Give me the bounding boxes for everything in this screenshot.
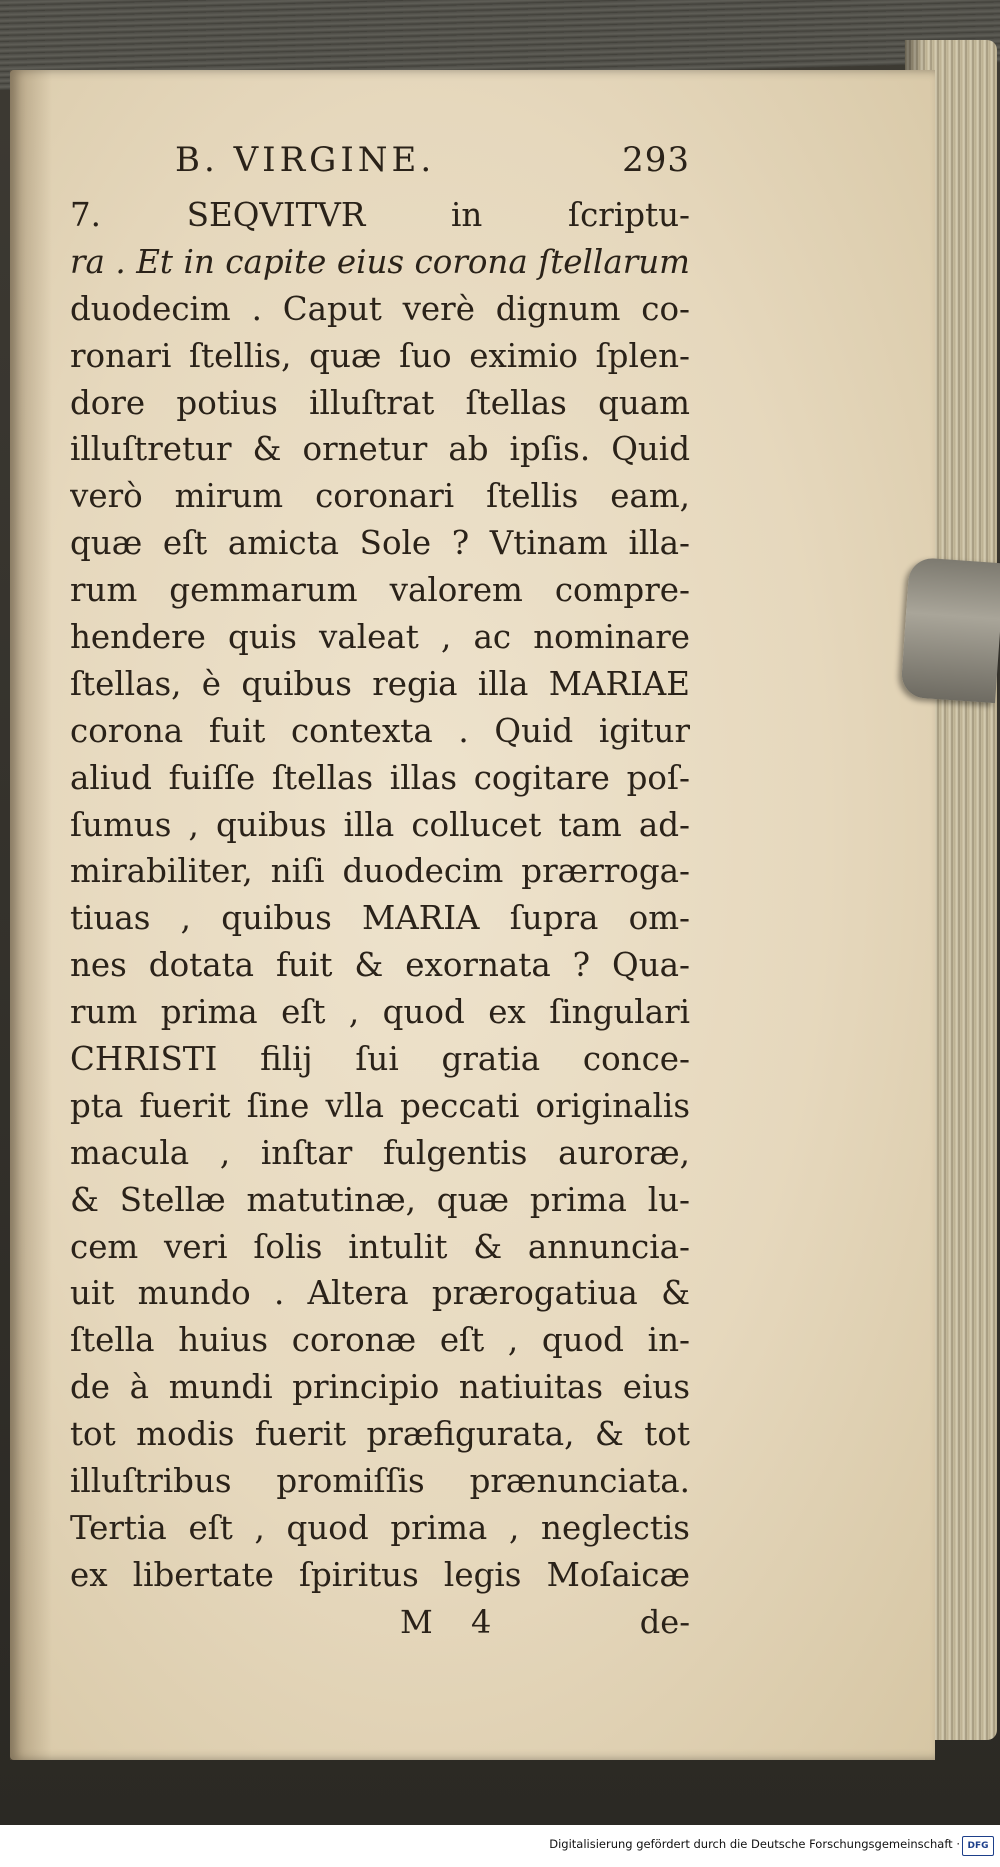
text-line: illuſtretur & ornetur ab ipſis. Quid bbox=[70, 430, 690, 469]
signature-row bbox=[70, 1599, 690, 1645]
page-number: 293 bbox=[622, 140, 690, 180]
text-line: macula , inſtar fulgentis auroræ, bbox=[70, 1133, 690, 1172]
signature-mark: M 4 bbox=[400, 1602, 506, 1641]
text-line: corona fuit contexta . Quid igitur bbox=[70, 711, 690, 750]
text-line: ſtellas, è quibus regia illa MARIAE bbox=[70, 664, 690, 703]
text-line: verò mirum coronari ſtellis eam, bbox=[70, 477, 690, 516]
text-line: illuſtribus promiſſis prænunciata. bbox=[70, 1462, 690, 1501]
footer-bar bbox=[0, 1825, 1000, 1867]
text-line: aliud fuiſſe ſtellas illas cogitare poſ- bbox=[70, 758, 690, 797]
text-line: ra . Et in capite eius corona ſtellarum bbox=[70, 242, 690, 281]
dfg-logo: DFG bbox=[962, 1836, 994, 1856]
page-text-block bbox=[70, 140, 690, 1645]
text-line: duodecim . Caput verè dignum co- bbox=[70, 289, 690, 328]
text-line: & Stellæ matutinæ, quæ prima lu- bbox=[70, 1180, 690, 1219]
text-line: ſumus , quibus illa collucet tam ad- bbox=[70, 805, 690, 844]
text-line: CHRISTI filij ſui gratia conce- bbox=[70, 1040, 690, 1079]
text-line: de à mundi principio natiuitas eius bbox=[70, 1368, 690, 1407]
page-gutter bbox=[10, 70, 52, 1760]
text-line: nes dotata fuit & exornata ? Qua- bbox=[70, 946, 690, 985]
text-line: tot modis fuerit præfigurata, & tot bbox=[70, 1415, 690, 1454]
text-line: quæ eſt amicta Sole ? Vtinam illa- bbox=[70, 524, 690, 563]
text-line: pta fuerit ſine vlla peccati originalis bbox=[70, 1086, 690, 1125]
text-line: rum gemmarum valorem compre- bbox=[70, 571, 690, 610]
text-line: Tertia eſt , quod prima , neglectis bbox=[70, 1508, 690, 1547]
text-line: rum prima eſt , quod ex ſingulari bbox=[70, 993, 690, 1032]
funding-credit: Digitalisierung gefördert durch die Deutsche Forschungsgemeinschaft · bbox=[549, 1837, 960, 1851]
catchword: de- bbox=[639, 1602, 690, 1641]
text-line: uit mundo . Altera prærogatiua & bbox=[70, 1274, 690, 1313]
text-line: ronari ſtellis, quæ ſuo eximio ſplen- bbox=[70, 336, 690, 375]
text-line: ex libertate ſpiritus legis Moſaicæ bbox=[70, 1555, 690, 1594]
text-line: 7. SEQVITVR in ſcriptu- bbox=[70, 196, 690, 234]
text-line: dore potius illuſtrat ſtellas quam bbox=[70, 383, 690, 422]
text-line: hendere quis valeat , ac nominare bbox=[70, 618, 690, 657]
text-line: tiuas , quibus MARIA ſupra om- bbox=[70, 899, 690, 938]
text-line: cem veri ſolis intulit & annuncia- bbox=[70, 1227, 690, 1266]
text-line: ſtella huius coronæ eſt , quod in- bbox=[70, 1321, 690, 1360]
bookmark-ribbon bbox=[900, 557, 1000, 703]
running-head bbox=[70, 140, 690, 192]
text-line: mirabiliter, niſi duodecim prærroga- bbox=[70, 852, 690, 891]
running-title: B. VIRGINE. bbox=[175, 140, 436, 180]
